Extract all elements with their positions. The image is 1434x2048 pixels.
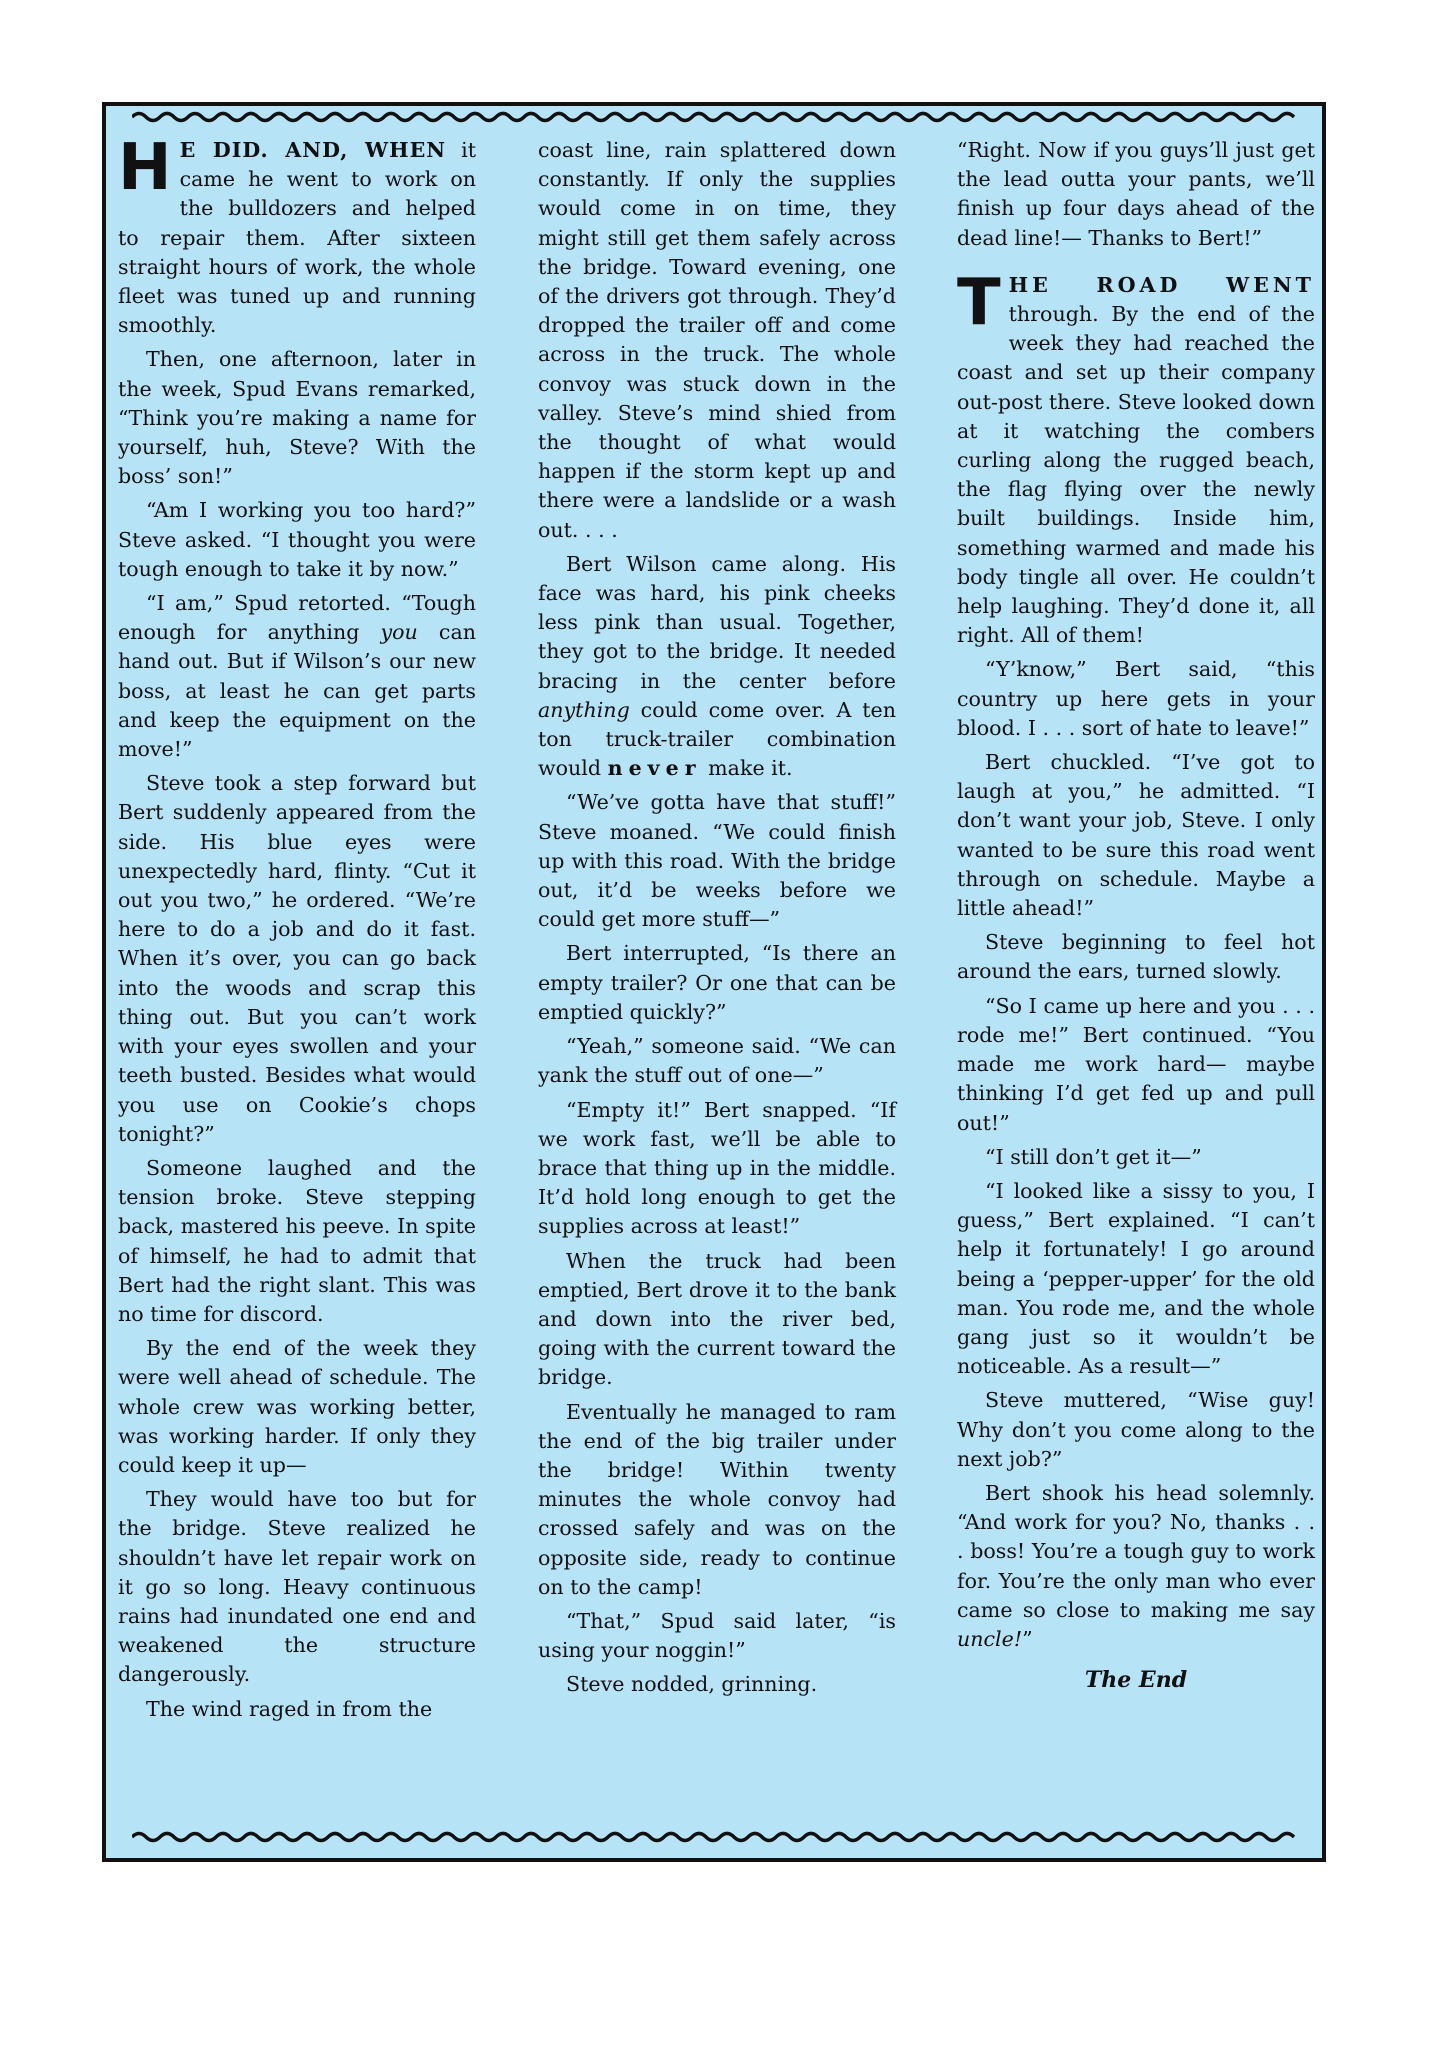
emphasis: uncle! bbox=[957, 1626, 1023, 1651]
paragraph-text: “I am,” Spud retorted. “Tough enough for anything bbox=[118, 591, 476, 645]
top-wave-border bbox=[132, 110, 1298, 124]
paragraph bbox=[118, 131, 476, 340]
paragraph: Someone laughed and the tension broke. Steve stepping back, mastered his peeve. In spite of himself, he had to admit that Bert had the right slant. This was no time for discord. bbox=[118, 1155, 476, 1326]
paragraph-text: ” bbox=[1022, 1626, 1033, 1651]
paragraph: “Yeah,” someone said. “We can yank the stuff out of one—” bbox=[538, 1034, 896, 1088]
paragraph: Steve beginning to feel hot around the ears, turned slowly. bbox=[957, 930, 1315, 984]
paragraph: Bert interrupted, “Is there an empty trailer? Or one that can be emptied quickly?” bbox=[538, 941, 896, 1024]
bottom-wave-border bbox=[132, 1830, 1298, 1844]
paragraph: “I still don’t get it—” bbox=[985, 1144, 1202, 1169]
emphasis: anything bbox=[538, 697, 630, 722]
paragraph bbox=[957, 265, 1315, 651]
paragraph-text: Bert shook his head solemnly. “And work for you? No, thanks . . . boss! You’re a tough guy to work for. You’re the only man who ever came so close to making me say bbox=[957, 1480, 1315, 1622]
paragraph bbox=[538, 550, 896, 784]
emphasis-spaced: never bbox=[607, 756, 702, 781]
paragraph: When the truck had been emptied, Bert drove it to the bank and down into the river bed, going with the current toward the bridge. bbox=[538, 1248, 896, 1390]
paragraph: Steve nodded, grinning. bbox=[566, 1672, 818, 1697]
paragraph: “We’ve gotta have that stuff!” Steve moaned. “We could finish up with this road. With the bridge out, it’d be weeks before we could get more stuff—” bbox=[538, 790, 896, 932]
paragraph: Steve muttered, “Wise guy! Why don’t you come along to the next job?” bbox=[957, 1388, 1315, 1471]
lead-in: HE ROAD WENT bbox=[1008, 272, 1315, 297]
paragraph: Bert chuckled. “I’ve got to laugh at you,” he admitted. “I don’t want your job, Steve. I only wanted to be sure this road went through on schedule. Maybe a little ahead!” bbox=[957, 750, 1315, 921]
paragraph-text: Bert Wilson came along. His face was hard, his pink cheeks less pink than usual. Together, they got to the bridge. It needed bracing in the center before bbox=[538, 551, 896, 693]
paragraph bbox=[118, 589, 476, 764]
paragraph bbox=[957, 1479, 1315, 1654]
paragraph: The wind raged in from the bbox=[146, 1696, 433, 1721]
paragraph: “Empty it!” Bert snapped. “If we work fast, we’ll be able to brace that thing up in the middle. It’d hold long enough to get the supplies across at least!” bbox=[538, 1097, 896, 1239]
paragraph: coast line, rain splattered down constantly. If only the supplies would come in on time, they might still get them safely across the bridge. Toward evening, one of the drivers got through. They’d dropped the trailer off and come across in the truck. The whole convoy was stuck down in the valley. Steve’s mind shied from the thought of what would happen if the storm kept up and there were a landslide or a wash out. . . . bbox=[538, 138, 896, 542]
paragraph: “I looked like a sissy to you, I guess,” Bert explained. “I can’t help it fortunately! I go around being a ‘pepper-upper’ for the old man. You rode me, and the whole gang just so it wouldn’t be noticeable. As a result—” bbox=[957, 1178, 1315, 1379]
emphasis: you bbox=[380, 620, 418, 645]
lead-in: E DID. AND, WHEN bbox=[179, 138, 447, 162]
paragraph: Steve took a step forward but Bert suddenly appeared from the side. His blue eyes were unexpectedly hard, flinty. “Cut it out you two,” he ordered. “We’re here to do a job and do it fast. When it’s over, you can go back into the woods and scrap this thing out. But you can’t work with your eyes swollen and your teeth busted. Besides what would you use on Cookie’s chops tonight?” bbox=[118, 771, 476, 1146]
paragraph: “Right. Now if you guys’ll just get the lead outta your pants, we’ll finish up four days ahead of the dead line!— Thanks to Bert!” bbox=[957, 138, 1315, 250]
paragraph: “That,” Spud said later, “is using your noggin!” bbox=[538, 1608, 896, 1663]
paragraph: By the end of the week they were well ahead of schedule. The whole crew was working better, was working harder. If only they could keep it up— bbox=[118, 1336, 476, 1477]
paragraph-text: it came he went to work on the bulldozers and helped to repair them. After sixteen straight hours of work, the whole fleet was tuned up and running smoothly. bbox=[118, 138, 476, 338]
the-end-label: The End bbox=[1084, 1667, 1188, 1694]
paragraph: Eventually he managed to ram the end of the big trailer under the bridge! Within twenty minutes the whole convoy had crossed safely and was on the opposite side, ready to continue on to the camp! bbox=[538, 1399, 896, 1599]
paragraph-text: make it. bbox=[701, 756, 793, 781]
column-1 bbox=[118, 131, 476, 1729]
paragraph: “So I came up here and you . . . rode me!” Bert continued. “You made me work hard— maybe thinking I’d get fed up and pull out!” bbox=[957, 993, 1315, 1135]
paragraph: “Y’know,” Bert said, “this country up here gets in your blood. I . . . sort of hate to leave!” bbox=[957, 657, 1315, 740]
drop-cap: T bbox=[957, 265, 1001, 340]
paragraph-text: through. By the end of the week they had reached the coast and set up their company out-post there. Steve looked down at it watching the combers curling along the rugged beach, the flag flying over the newly built buildings. Inside him, something warmed and made his body tingle all over. He couldn’t help laughing. They’d done it, all right. All of them! bbox=[957, 302, 1315, 648]
column-2 bbox=[538, 136, 896, 1705]
drop-cap: H bbox=[118, 131, 172, 205]
paragraph: Then, one afternoon, later in the week, Spud Evans remarked, “Think you’re making a name for yourself, huh, Steve? With the boss’ son!” bbox=[118, 347, 476, 489]
column-3 bbox=[957, 136, 1315, 1695]
story-panel bbox=[102, 102, 1326, 1862]
paragraph-text: could come over. A ten ton truck-trailer combination would bbox=[538, 697, 896, 781]
paragraph: They would have too but for the bridge. Steve realized he shouldn’t have let repair work on it go so long. Heavy continuous rains had inundated one end and weakened the structure dangerously. bbox=[118, 1487, 476, 1687]
paragraph-text: can hand out. But if Wilson’s our new boss, at least he can get parts and keep the equipment on the move!” bbox=[118, 620, 476, 762]
paragraph: “Am I working you too hard?” Steve asked. “I thought you were tough enough to take it by now.” bbox=[118, 498, 476, 581]
